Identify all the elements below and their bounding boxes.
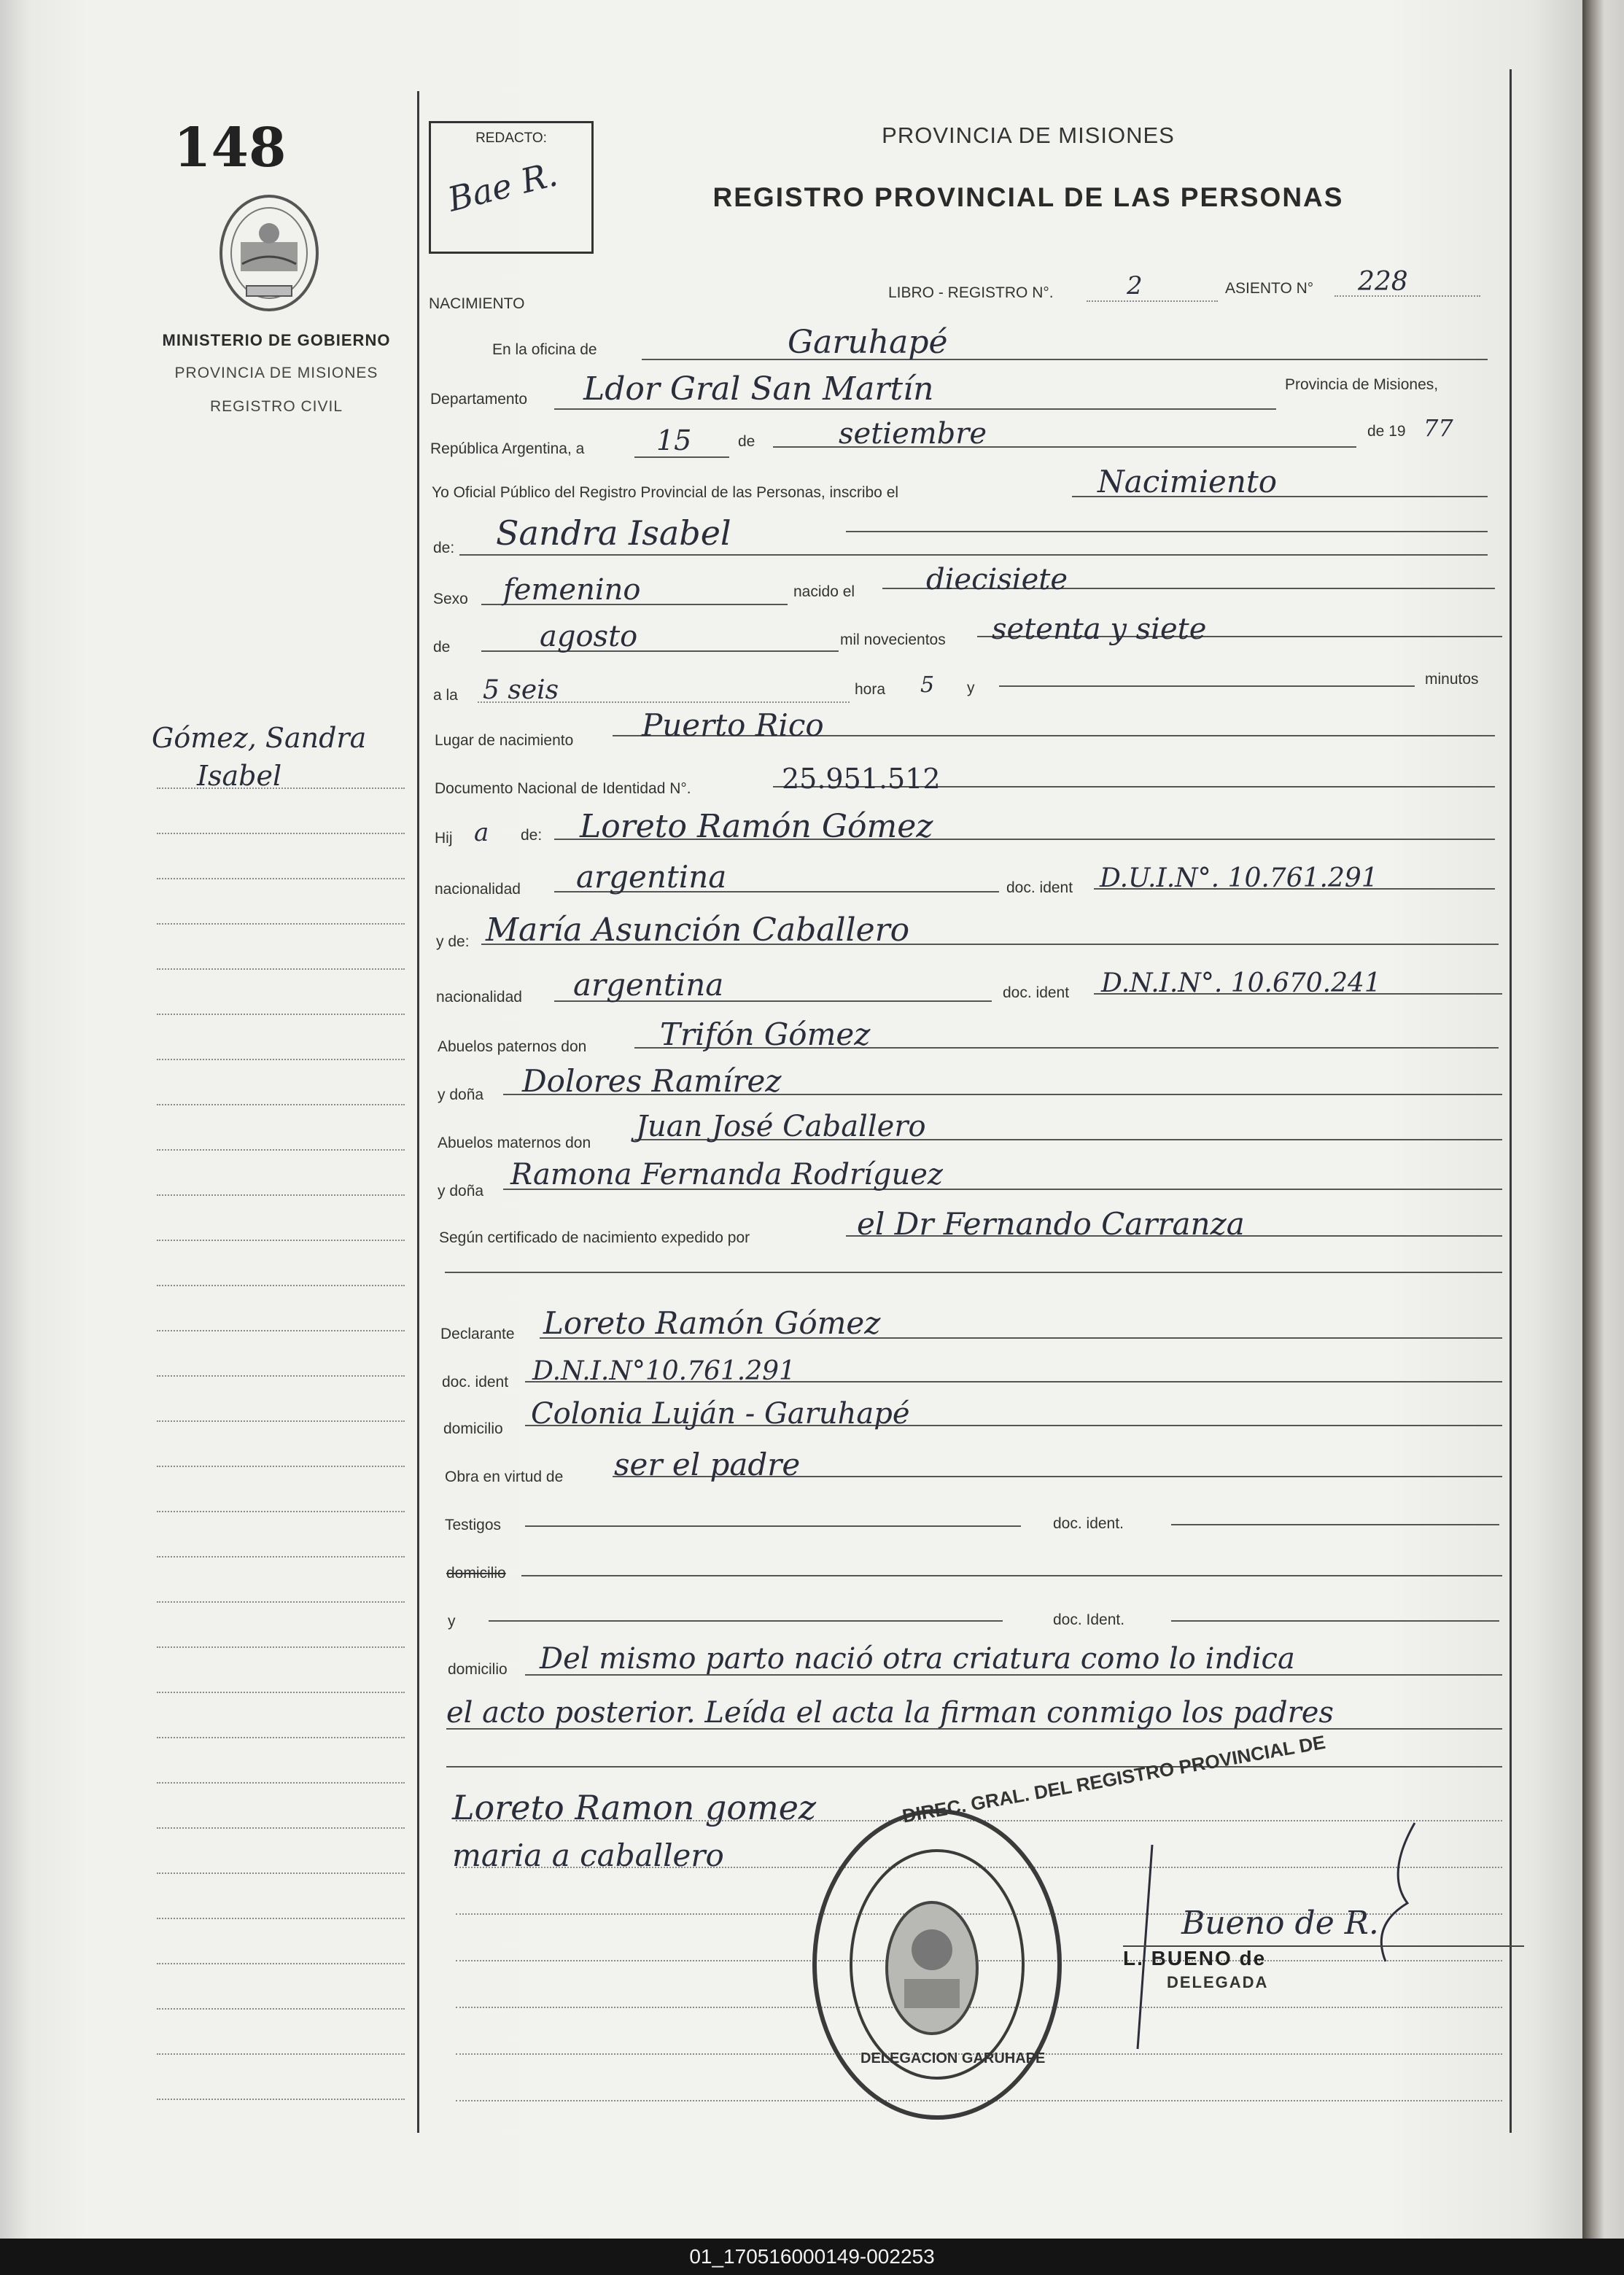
hora-label: hora bbox=[855, 681, 886, 698]
dni-label: Documento Nacional de Identidad N°. bbox=[435, 780, 691, 797]
margin-rule bbox=[157, 1194, 405, 1196]
y-label: y bbox=[967, 680, 975, 696]
abuelo-pat-value: Trifón Gómez bbox=[660, 1016, 871, 1052]
margin-rule bbox=[157, 1737, 405, 1738]
margin-note-line1: Gómez, Sandra bbox=[152, 722, 367, 754]
certificado-label: Según certificado de nacimiento expedido por bbox=[439, 1229, 750, 1246]
margin-rule bbox=[157, 788, 405, 789]
nac-madre-value: argentina bbox=[573, 967, 724, 1003]
margin-rule bbox=[157, 2053, 405, 2055]
domicilio3-label: domicilio bbox=[448, 1661, 508, 1678]
testigos-rule bbox=[525, 1525, 1021, 1527]
margin-rule bbox=[157, 1963, 405, 1964]
abuelos-mat-label: Abuelos maternos don bbox=[438, 1135, 591, 1151]
margin-rule bbox=[157, 2099, 405, 2100]
de4-label: de: bbox=[521, 827, 543, 844]
y2-rule bbox=[489, 1620, 1003, 1622]
registry-title: REGISTRO PROVINCIAL DE LAS PERSONAS bbox=[712, 182, 1344, 212]
oficial-text: Yo Oficial Público del Registro Provincial de las Personas, inscribo el bbox=[432, 484, 899, 501]
dia-rule bbox=[634, 456, 729, 458]
certificado-extra-rule bbox=[445, 1272, 1502, 1273]
doc-padre-value: D.U.I.N°. 10.761.291 bbox=[1100, 863, 1378, 893]
dona-pat-label: y doña bbox=[438, 1086, 484, 1103]
margin-rule bbox=[157, 1059, 405, 1060]
signature-father: Loreto Ramon gomez bbox=[452, 1788, 817, 1827]
margin-rule bbox=[157, 1420, 405, 1422]
testigos-label: Testigos bbox=[445, 1517, 502, 1533]
official-name-stamp: L. BUENO de bbox=[1123, 1947, 1267, 1969]
dia-value: 15 bbox=[656, 424, 692, 456]
anio-value: 77 bbox=[1423, 414, 1453, 442]
doc-ident2-label: doc. ident. bbox=[1053, 1515, 1124, 1532]
declarante-label: Declarante bbox=[440, 1326, 515, 1342]
dni-value: 25.951.512 bbox=[782, 763, 941, 795]
doc-padre-label: doc. ident bbox=[1006, 879, 1073, 896]
margin-rule bbox=[157, 1104, 405, 1105]
domicilio2-rule bbox=[521, 1575, 1502, 1576]
page-number: 148 bbox=[174, 117, 287, 179]
nombre-value: Sandra Isabel bbox=[496, 513, 731, 553]
obra-label: Obra en virtud de bbox=[445, 1469, 564, 1485]
de-label: de bbox=[738, 433, 755, 450]
margin-rule bbox=[157, 1511, 405, 1512]
province-title: PROVINCIA DE MISIONES bbox=[882, 122, 1175, 148]
doc-ident2-rule bbox=[1171, 1524, 1499, 1525]
notes-line2: el acto posterior. Leída el acta la firman conmigo los padres bbox=[446, 1696, 1334, 1730]
ministry-label: MINISTERIO DE GOBIERNO bbox=[162, 331, 391, 349]
de3-label: de bbox=[433, 639, 451, 656]
margin-rule bbox=[157, 1556, 405, 1558]
abuela-pat-value: Dolores Ramírez bbox=[522, 1063, 782, 1099]
notes-line1: Del mismo parto nació otra criatura como lo indica bbox=[540, 1642, 1295, 1676]
minutos-rule bbox=[999, 685, 1415, 687]
dona-mat-label: y doña bbox=[438, 1183, 484, 1199]
libro-rule bbox=[1087, 300, 1218, 302]
form-right-border bbox=[1510, 69, 1512, 2133]
abuelos-pat-label: Abuelos paternos don bbox=[438, 1038, 587, 1055]
margin-rule bbox=[157, 1149, 405, 1151]
stamp-text: DIREC. GRAL. DEL REGISTRO PROVINCIAL DE bbox=[901, 1730, 1327, 1827]
nac-madre-label: nacionalidad bbox=[436, 989, 522, 1006]
margin-rule bbox=[157, 1918, 405, 1919]
sexo-value: femenino bbox=[503, 573, 641, 607]
margin-rule bbox=[157, 1330, 405, 1331]
registry-stamp-icon bbox=[809, 1804, 1065, 2125]
nac-padre-label: nacionalidad bbox=[435, 881, 521, 898]
acto-value: Nacimiento bbox=[1097, 464, 1278, 499]
nombre-upper-rule bbox=[846, 531, 1488, 532]
abuela-mat-value: Ramona Fernanda Rodríguez bbox=[510, 1158, 943, 1191]
domicilio2-label: domicilio bbox=[446, 1565, 506, 1582]
minutos-label: minutos bbox=[1425, 671, 1479, 688]
departamento-value: Ldor Gral San Martín bbox=[583, 370, 934, 408]
margin-note-line2: Isabel bbox=[197, 760, 282, 792]
domicilio-label: domicilio bbox=[443, 1420, 503, 1437]
anio-nac-value: setenta y siete bbox=[992, 612, 1207, 646]
margin-rule bbox=[157, 1692, 405, 1693]
oficina-rule bbox=[642, 359, 1488, 360]
domicilio-value: Colonia Luján - Garuhapé bbox=[531, 1397, 910, 1431]
nombre-rule bbox=[459, 554, 1488, 556]
mes-nac-rule bbox=[481, 650, 839, 652]
margin-rule bbox=[157, 878, 405, 879]
margin-rule bbox=[157, 1601, 405, 1603]
de2-label: de: bbox=[433, 540, 455, 556]
redacto-label: REDACTO: bbox=[475, 131, 547, 146]
margin-rule bbox=[157, 1375, 405, 1377]
margin-rule bbox=[157, 1240, 405, 1241]
certificado-value: el Dr Fernando Carranza bbox=[857, 1206, 1245, 1242]
margin-rule bbox=[157, 1827, 405, 1829]
provincia-label: Provincia de Misiones, bbox=[1285, 376, 1439, 393]
departamento-label: Departamento bbox=[430, 391, 528, 408]
margin-rule bbox=[157, 1466, 405, 1467]
sidebar-registry: REGISTRO CIVIL bbox=[209, 398, 343, 415]
departamento-rule bbox=[554, 408, 1276, 410]
oficina-value: Garuhapé bbox=[788, 324, 948, 361]
padre-value: Loreto Ramón Gómez bbox=[580, 808, 933, 845]
record-type-label: NACIMIENTO bbox=[429, 295, 525, 312]
y2-label: y bbox=[448, 1613, 456, 1630]
lugar-label: Lugar de nacimiento bbox=[435, 732, 574, 749]
doc-ident3-rule bbox=[1171, 1620, 1499, 1622]
hija-label: Hij bbox=[435, 830, 453, 847]
margin-rule bbox=[157, 1782, 405, 1784]
anio-label: de 19 bbox=[1367, 423, 1406, 440]
nacido-value: diecisiete bbox=[926, 563, 1068, 596]
decl-doc-value: D.N.I.N°10.761.291 bbox=[532, 1356, 796, 1386]
book-edge bbox=[1582, 0, 1624, 2239]
redacto-initials: Bae R. bbox=[443, 154, 562, 219]
libro-value: 2 bbox=[1127, 271, 1143, 300]
margin-rule bbox=[157, 1646, 405, 1648]
mes-nac-value: agosto bbox=[540, 620, 638, 653]
signature-mother: maria a caballero bbox=[452, 1838, 724, 1873]
sexo-label: Sexo bbox=[433, 591, 468, 607]
mil-label: mil novecientos bbox=[840, 631, 946, 648]
nac-padre-value: argentina bbox=[576, 859, 727, 895]
margin-rule bbox=[157, 1285, 405, 1286]
stamp-inner-text: DELEGACION GARUHAPE bbox=[860, 2050, 1046, 2066]
declarante-value: Loreto Ramón Gómez bbox=[543, 1305, 881, 1341]
doc-ident3-label: doc. Ident. bbox=[1053, 1611, 1125, 1628]
provincial-seal-icon bbox=[217, 191, 321, 315]
doc-madre-label: doc. ident bbox=[1003, 984, 1070, 1001]
official-title-stamp: DELEGADA bbox=[1167, 1973, 1269, 1991]
margin-rule bbox=[157, 833, 405, 834]
asiento-value: 228 bbox=[1358, 267, 1408, 297]
margin-rule bbox=[157, 968, 405, 970]
alas-label: a la bbox=[433, 687, 458, 704]
notes-rule-2 bbox=[446, 1766, 1502, 1768]
minutos-value: 5 bbox=[920, 672, 935, 698]
redacto-box bbox=[429, 121, 594, 254]
form-left-border bbox=[417, 91, 419, 2133]
margin-rule bbox=[157, 1872, 405, 1874]
sidebar-province: PROVINCIA DE MISIONES bbox=[174, 365, 378, 381]
republica-label: República Argentina, a bbox=[430, 440, 585, 457]
libro-label: LIBRO - REGISTRO N°. bbox=[888, 284, 1054, 301]
official-signature: Bueno de R. bbox=[1181, 1905, 1379, 1942]
oficina-label: En la oficina de bbox=[492, 341, 597, 358]
decl-doc-label: doc. ident bbox=[442, 1374, 509, 1391]
abuelo-mat-value: Juan José Caballero bbox=[636, 1110, 926, 1143]
scan-file-id: 01_170516000149-002253 bbox=[689, 2245, 935, 2268]
yde-label: y de: bbox=[436, 933, 470, 950]
margin-rule bbox=[157, 2008, 405, 2010]
margin-rule bbox=[157, 923, 405, 925]
madre-value: María Asunción Caballero bbox=[486, 911, 910, 949]
mes-value: setiembre bbox=[839, 417, 987, 451]
hija-suffix: a bbox=[474, 818, 489, 847]
lugar-value: Puerto Rico bbox=[642, 707, 824, 743]
margin-rule bbox=[157, 1014, 405, 1015]
nacido-label: nacido el bbox=[793, 583, 855, 600]
doc-madre-value: D.N.I.N°. 10.670.241 bbox=[1101, 968, 1381, 998]
hora-value: 5 seis bbox=[483, 675, 559, 705]
obra-value: ser el padre bbox=[614, 1447, 801, 1482]
asiento-label: ASIENTO N° bbox=[1225, 280, 1314, 297]
